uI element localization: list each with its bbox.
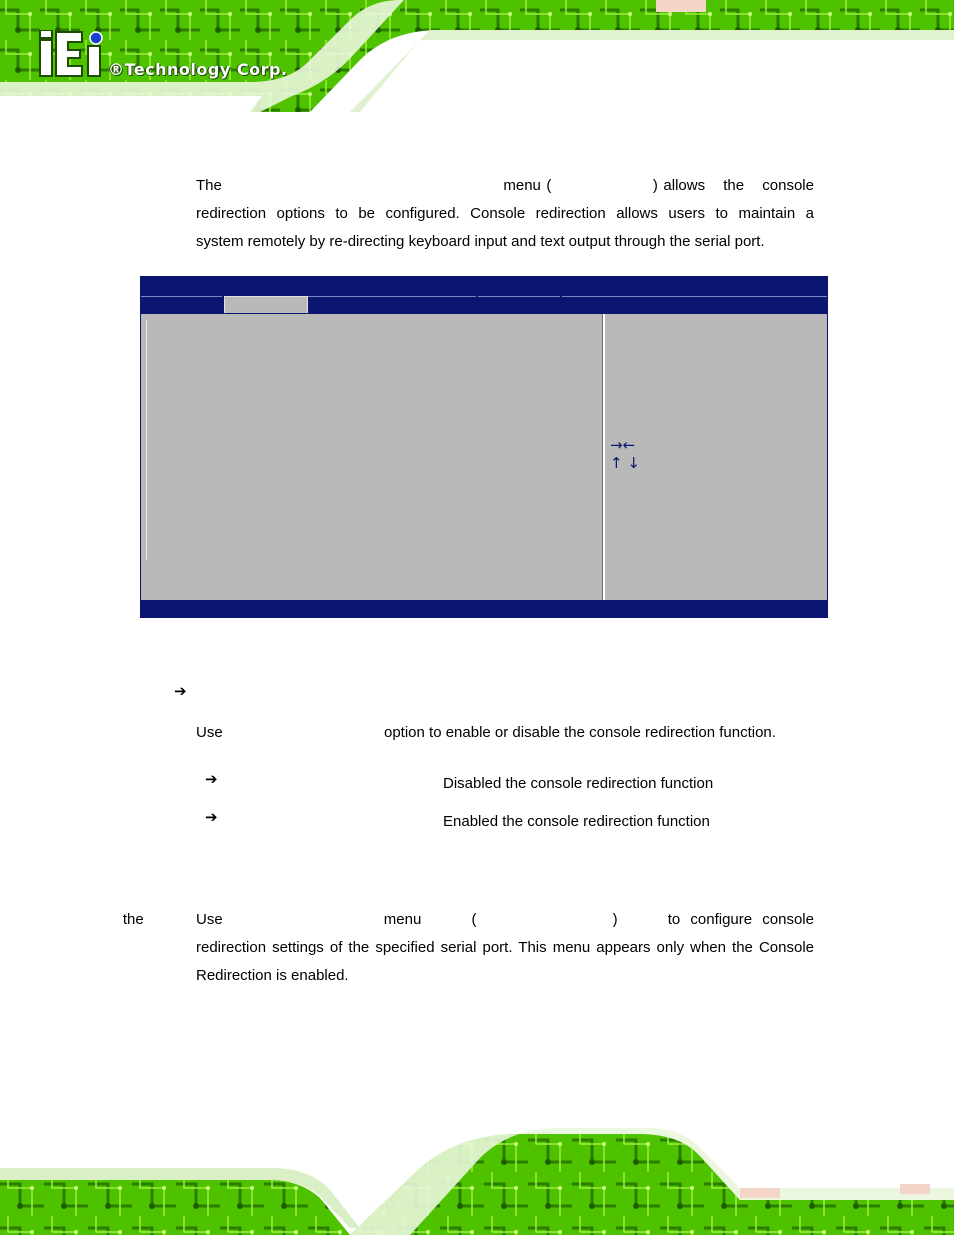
second-line2: redirection settings of the specified serial port. This menu appears only when the Console bbox=[196, 939, 814, 956]
circuit-board-header-graphic bbox=[0, 0, 954, 112]
intro-paragraph bbox=[196, 172, 814, 256]
intro-paren-close: ) bbox=[652, 177, 658, 194]
iei-logo-icon bbox=[38, 30, 108, 78]
company-name: ®Technology Corp. bbox=[108, 60, 288, 79]
up-down-arrows-icon: ↑ ↓ bbox=[610, 454, 640, 472]
second-line3: Redirection is enabled. bbox=[196, 967, 349, 984]
option-item-arrow-icon: ➔ bbox=[205, 770, 218, 788]
second-word-the: the bbox=[122, 911, 144, 928]
intro-line3: system remotely by re-directing keyboard input and text output through the serial port. bbox=[196, 233, 765, 250]
second-line1-rest: to configure console bbox=[667, 911, 814, 928]
left-right-arrows-icon: →← bbox=[610, 436, 636, 454]
option-item-enabled-desc: Enabled the console redirection function bbox=[443, 813, 710, 830]
second-word-use: Use bbox=[196, 911, 223, 928]
bios-setup-screen bbox=[140, 276, 828, 618]
option-use-word: Use bbox=[196, 724, 223, 741]
intro-line2: redirection options to be configured. Console redirection allows users to maintain a bbox=[196, 205, 814, 222]
intro-word-menu: menu bbox=[503, 177, 541, 194]
intro-word-the: The bbox=[196, 177, 222, 194]
option-heading-arrow-icon: ➔ bbox=[174, 682, 187, 700]
intro-line1-rest: allows the console bbox=[663, 177, 814, 194]
option-item-arrow-icon: ➔ bbox=[205, 808, 218, 826]
second-paren-open: ( bbox=[471, 911, 477, 928]
second-word-menu: menu bbox=[383, 911, 422, 928]
bios-frame bbox=[140, 276, 828, 618]
second-paragraph bbox=[122, 906, 814, 990]
circuit-board-footer-graphic bbox=[0, 1128, 954, 1235]
intro-paren-open: ( bbox=[546, 177, 552, 194]
second-paren-close: ) bbox=[612, 911, 618, 928]
option-item-disabled-desc: Disabled the console redirection function bbox=[443, 775, 714, 792]
page-footer bbox=[0, 1128, 954, 1235]
page-header bbox=[0, 0, 954, 112]
option-description: option to enable or disable the console redirection function. bbox=[384, 724, 776, 741]
